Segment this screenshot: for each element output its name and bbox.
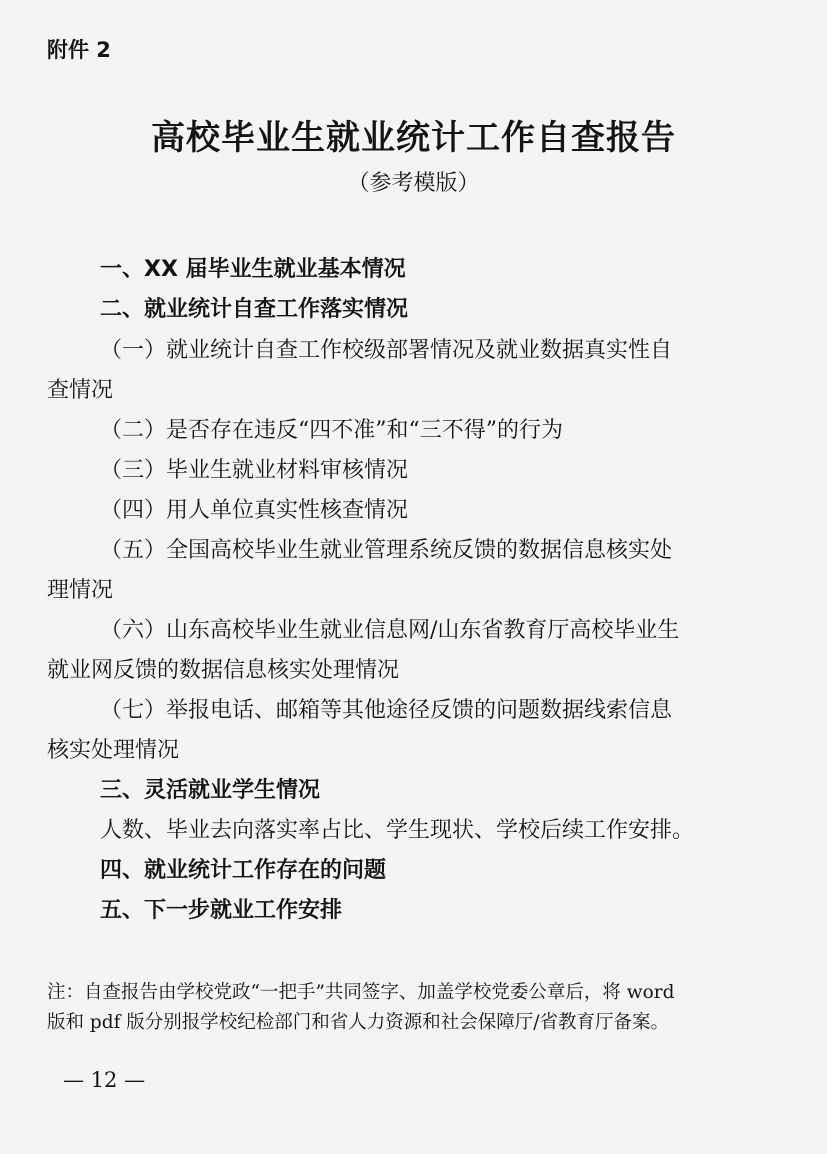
note-line-1: 注：自查报告由学校党政“一把手”共同签字、加盖学校党委公章后，将 word (47, 982, 675, 1003)
item-5-line-2: 理情况 (47, 578, 114, 603)
section-1-heading: 一、XX 届毕业生就业基本情况 (100, 257, 406, 282)
section-4-heading: 四、就业统计工作存在的问题 (100, 858, 387, 883)
section-3-body: 人数、毕业去向落实率占比、学生现状、学校后续工作安排。 (100, 818, 695, 843)
item-6-line-2: 就业网反馈的数据信息核实处理情况 (47, 658, 400, 683)
item-2-line-1: （二）是否存在违反“四不准”和“三不得”的行为 (100, 418, 563, 443)
item-5-line-1: （五）全国高校毕业生就业管理系统反馈的数据信息核实处 (100, 538, 673, 563)
item-6-line-1: （六）山东高校毕业生就业信息网/山东省教育厅高校毕业生 (100, 618, 680, 643)
item-4-line-1: （四）用人单位真实性核查情况 (100, 498, 409, 523)
document-title: 高校毕业生就业统计工作自查报告 (151, 118, 676, 158)
item-7-line-1: （七）举报电话、邮箱等其他途径反馈的问题数据线索信息 (100, 698, 673, 723)
section-3-heading: 三、灵活就业学生情况 (100, 778, 321, 803)
item-1-line-1: （一）就业统计自查工作校级部署情况及就业数据真实性自 (100, 338, 673, 363)
attachment-label: 附件 2 (47, 38, 111, 62)
item-1-line-2: 查情况 (47, 378, 114, 403)
note-line-2: 版和 pdf 版分别报学校纪检部门和省人力资源和社会保障厅/省教育厅备案。 (47, 1012, 670, 1033)
section-5-heading: 五、下一步就业工作安排 (100, 898, 343, 923)
item-3-line-1: （三）毕业生就业材料审核情况 (100, 458, 409, 483)
section-2-heading: 二、就业统计自查工作落实情况 (100, 297, 409, 322)
item-7-line-2: 核实处理情况 (47, 738, 180, 763)
document-subtitle: （参考模版） (347, 171, 480, 196)
page-number: — 12 — (63, 1068, 146, 1092)
